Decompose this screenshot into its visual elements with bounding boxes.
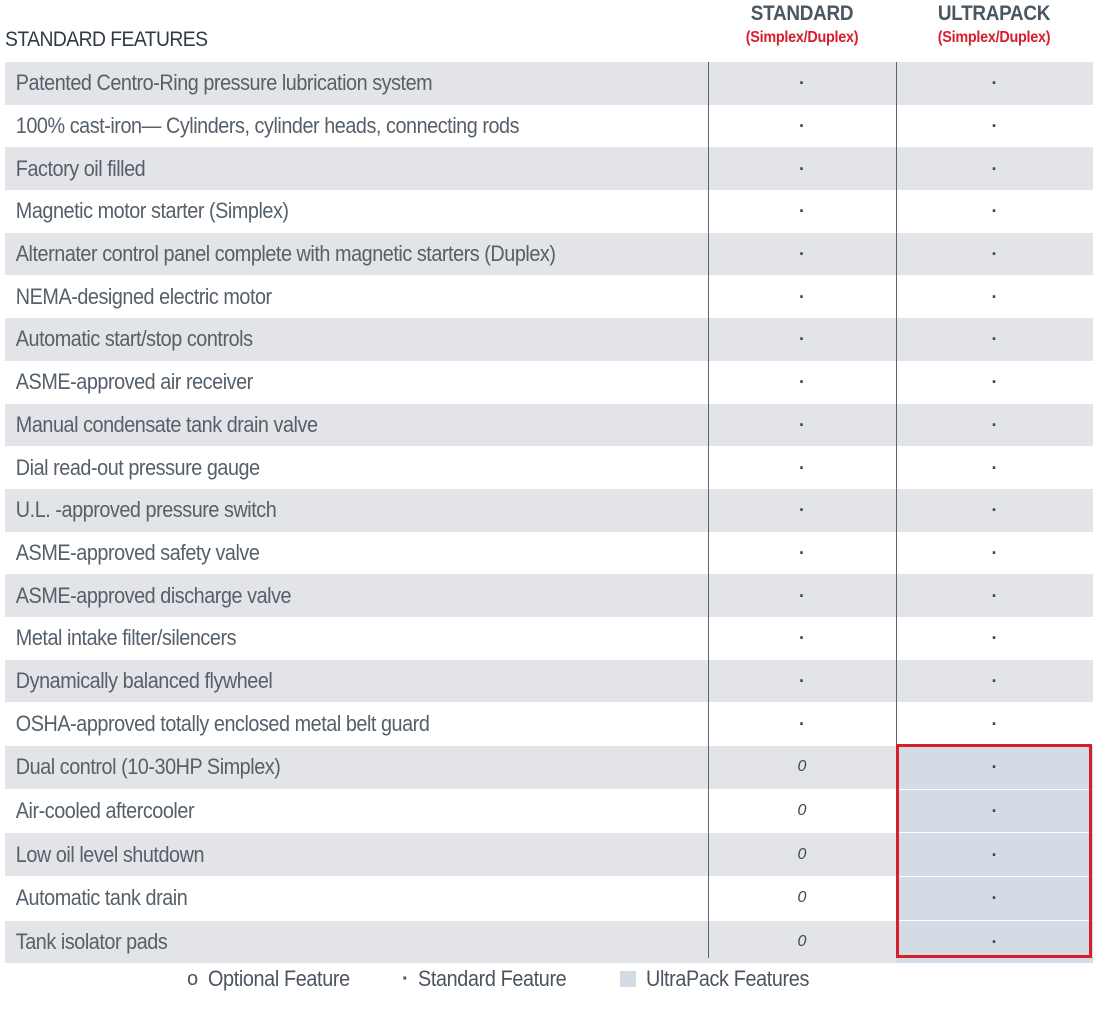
feature-label: Tank isolator pads xyxy=(15,929,168,955)
table-row xyxy=(5,318,1093,361)
standard-mark: · xyxy=(799,372,805,393)
standard-mark: · xyxy=(799,286,805,307)
table-row xyxy=(5,446,1093,489)
legend-standard-label: Standard Feature xyxy=(418,966,567,991)
standard-mark: · xyxy=(991,713,998,734)
table-row xyxy=(5,147,1093,190)
standard-mark: · xyxy=(799,585,805,606)
standard-cell xyxy=(708,489,896,532)
feature-label: Dual control (10-30HP Simplex) xyxy=(15,754,281,780)
standard-mark: · xyxy=(991,286,998,307)
standard-mark: · xyxy=(799,158,805,179)
standard-cell xyxy=(708,702,896,745)
standard-mark: · xyxy=(799,457,805,478)
table-row xyxy=(5,660,1093,703)
feature-label: Metal intake filter/silencers xyxy=(15,625,237,651)
standard-cell xyxy=(708,62,896,105)
legend xyxy=(0,966,1097,998)
ultrapack-cell xyxy=(896,233,1093,276)
feature-label: 100% cast-iron— Cylinders, cylinder heads, connecting rods xyxy=(15,113,520,139)
standard-mark: · xyxy=(991,844,998,865)
standard-cell xyxy=(708,660,896,703)
ultrapack-swatch-icon xyxy=(620,971,636,987)
standard-mark: · xyxy=(991,414,998,435)
feature-label: U.L. -approved pressure switch xyxy=(15,497,277,523)
ultrapack-cell xyxy=(896,921,1093,964)
table-row xyxy=(5,62,1093,105)
table-row xyxy=(5,702,1093,745)
standard-mark: · xyxy=(991,801,998,822)
standard-cell xyxy=(708,877,896,920)
ultrapack-cell xyxy=(896,877,1093,920)
feature-label: Dynamically balanced flywheel xyxy=(15,667,273,693)
column-header-standard-name: STANDARD xyxy=(750,2,854,25)
standard-dot-icon: · xyxy=(402,968,409,990)
ultrapack-cell xyxy=(896,532,1093,575)
standard-mark: · xyxy=(991,932,998,953)
standard-cell xyxy=(708,147,896,190)
standard-cell xyxy=(708,746,896,789)
optional-mark: 0 xyxy=(797,889,807,907)
standard-mark: · xyxy=(991,888,998,909)
ultrapack-cell xyxy=(896,660,1093,703)
column-header-ultrapack-name: ULTRAPACK xyxy=(937,2,1051,25)
column-header-ultrapack-sub: (Simplex/Duplex) xyxy=(937,29,1051,46)
ultrapack-cell xyxy=(896,62,1093,105)
standard-mark: · xyxy=(991,116,998,137)
ultrapack-cell xyxy=(896,833,1093,876)
legend-ultrapack-label: UltraPack Features xyxy=(646,966,809,991)
standard-cell xyxy=(708,833,896,876)
standard-mark: · xyxy=(799,73,805,94)
table-row xyxy=(5,876,1093,920)
standard-cell xyxy=(708,921,896,964)
optional-mark: 0 xyxy=(797,758,807,776)
column-header-standard-sub: (Simplex/Duplex) xyxy=(745,29,859,46)
standard-cell xyxy=(708,574,896,617)
table-row xyxy=(5,574,1093,617)
standard-mark: · xyxy=(799,628,805,649)
standard-mark: · xyxy=(991,244,998,265)
column-header-standard xyxy=(708,2,896,47)
feature-label: Manual condensate tank drain valve xyxy=(15,411,318,437)
feature-label: ASME-approved air receiver xyxy=(15,369,253,395)
standard-cell xyxy=(708,318,896,361)
standard-mark: · xyxy=(991,73,998,94)
table-row xyxy=(5,275,1093,318)
ultrapack-cell xyxy=(896,404,1093,447)
table-row xyxy=(5,361,1093,404)
standard-mark: · xyxy=(991,329,998,350)
optional-mark: 0 xyxy=(797,933,807,951)
ultrapack-cell xyxy=(896,746,1093,789)
ultrapack-cell xyxy=(896,574,1093,617)
legend-optional xyxy=(187,966,365,992)
standard-cell xyxy=(708,404,896,447)
standard-mark: · xyxy=(991,542,998,563)
feature-label: ASME-approved discharge valve xyxy=(15,582,292,608)
ultrapack-cell xyxy=(896,275,1093,318)
standard-mark: · xyxy=(991,457,998,478)
feature-label: Factory oil filled xyxy=(15,155,146,181)
table-row xyxy=(5,190,1093,233)
standard-cell xyxy=(708,275,896,318)
standard-cell xyxy=(708,446,896,489)
ultrapack-cell xyxy=(896,446,1093,489)
standard-mark: · xyxy=(991,158,998,179)
section-title: STANDARD FEATURES xyxy=(5,28,208,51)
feature-label: Automatic start/stop controls xyxy=(15,326,253,352)
standard-mark: · xyxy=(799,713,805,734)
ultrapack-cell xyxy=(896,617,1093,660)
standard-mark: · xyxy=(991,628,998,649)
table-row xyxy=(5,532,1093,575)
standard-cell xyxy=(708,105,896,148)
standard-mark: · xyxy=(991,372,998,393)
standard-mark: · xyxy=(799,329,805,350)
standard-mark: · xyxy=(799,201,805,222)
standard-cell xyxy=(708,361,896,404)
optional-mark: 0 xyxy=(797,802,807,820)
legend-optional-label: Optional Feature xyxy=(207,966,350,991)
ultrapack-cell xyxy=(896,489,1093,532)
feature-label: OSHA-approved totally enclosed metal belt guard xyxy=(15,710,430,736)
table-row xyxy=(5,920,1093,964)
standard-cell xyxy=(708,233,896,276)
optional-mark: 0 xyxy=(797,845,807,863)
ultrapack-cell xyxy=(896,318,1093,361)
ultrapack-cell xyxy=(896,105,1093,148)
features-table xyxy=(5,62,1093,963)
feature-label: Alternater control panel complete with magnetic starters (Duplex) xyxy=(15,241,556,267)
standard-mark: · xyxy=(799,670,805,691)
standard-mark: · xyxy=(991,201,998,222)
table-row xyxy=(5,233,1093,276)
table-row xyxy=(5,789,1093,833)
standard-mark: · xyxy=(799,414,805,435)
legend-ultrapack xyxy=(620,966,827,992)
standard-mark: · xyxy=(799,116,805,137)
table-row xyxy=(5,404,1093,447)
standard-mark: · xyxy=(991,670,998,691)
ultrapack-cell xyxy=(896,361,1093,404)
standard-mark: · xyxy=(799,542,805,563)
column-header-ultrapack xyxy=(896,2,1092,47)
feature-label: Automatic tank drain xyxy=(15,885,188,911)
ultrapack-cell xyxy=(896,190,1093,233)
table-row xyxy=(5,617,1093,660)
standard-mark: · xyxy=(991,585,998,606)
ultrapack-cell xyxy=(896,147,1093,190)
ultrapack-cell xyxy=(896,702,1093,745)
ultrapack-cell xyxy=(896,790,1093,833)
feature-label: Magnetic motor starter (Simplex) xyxy=(15,198,289,224)
standard-cell xyxy=(708,617,896,660)
standard-mark: · xyxy=(799,244,805,265)
standard-mark: · xyxy=(991,500,998,521)
standard-cell xyxy=(708,790,896,833)
legend-standard xyxy=(402,966,583,992)
feature-label: NEMA-designed electric motor xyxy=(15,283,272,309)
column-divider-ultrapack xyxy=(896,62,897,958)
optional-symbol-icon: o xyxy=(187,967,198,990)
standard-cell xyxy=(708,190,896,233)
feature-label: Air-cooled aftercooler xyxy=(15,798,195,824)
table-row xyxy=(5,105,1093,148)
column-divider-standard xyxy=(708,62,709,958)
feature-label: ASME-approved safety valve xyxy=(15,539,260,565)
feature-label: Low oil level shutdown xyxy=(15,841,205,867)
feature-label: Patented Centro-Ring pressure lubrication system xyxy=(15,70,433,96)
table-row xyxy=(5,832,1093,876)
standard-mark: · xyxy=(991,757,998,778)
table-row xyxy=(5,489,1093,532)
standard-cell xyxy=(708,532,896,575)
table-row xyxy=(5,745,1093,789)
feature-label: Dial read-out pressure gauge xyxy=(15,454,260,480)
standard-mark: · xyxy=(799,500,805,521)
